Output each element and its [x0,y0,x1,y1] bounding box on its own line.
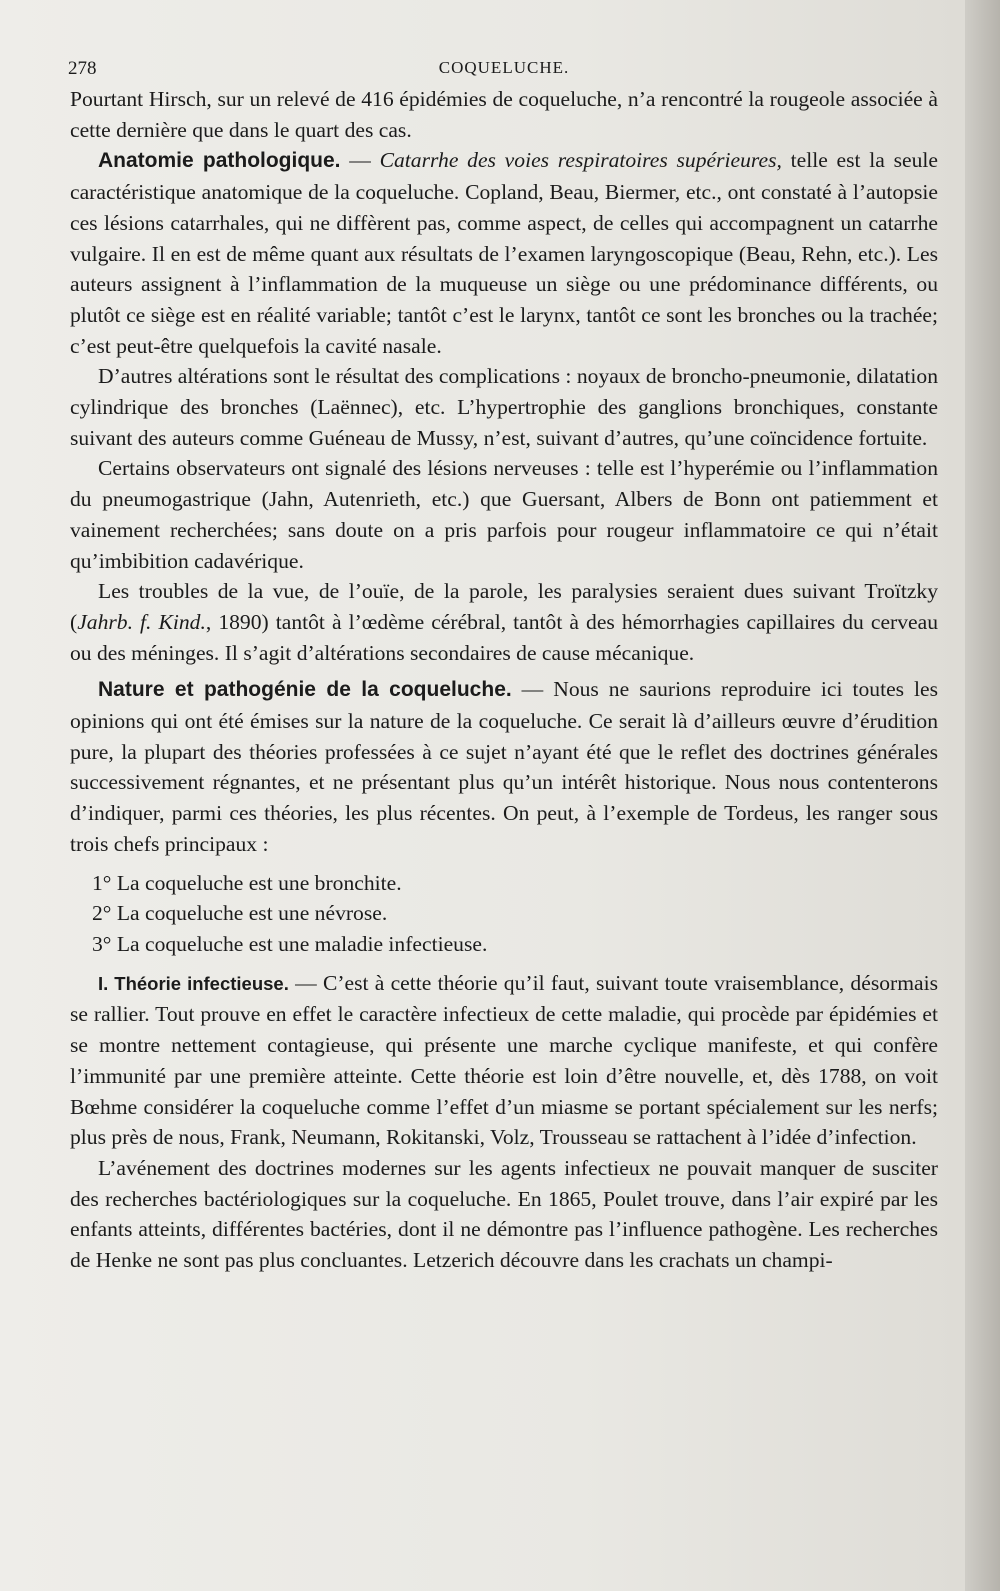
running-title: COQUELUCHE. [438,58,570,77]
nature-text: — Nous ne saurions reproduire ici toutes les opinions qui ont été émises sur la nature de la coqueluche. Ce serait là d’ailleurs œuvre d’érudition pure, la plupart des théories professées à ce sujet n’ayant été que le reflet des doctrines générales successivement régnantes, et ne présentant plus qu’un intérêt historique. Nous nous contenterons d’indiquer, parmi ces théories, les plus récentes. On peut, à l’exemple de Tordeus, les ranger sous trois chefs principaux : [70,677,938,856]
italic-phrase-catarrhe: Catarrhe des voies respiratoires supérieures, [379,148,782,173]
paragraph-theorie-infectieuse [70,968,938,1153]
page-edge [965,0,1000,1591]
page-content [70,54,938,1276]
list-item: 2° La coqueluche est une névrose. [92,901,388,926]
anatomie-text: telle est la seule caractéristique anatomique de la coqueluche. Copland, Beau, Biermer, etc., ont constaté à l’autopsie ces lésions catarrhales, qui ne diffèrent pas, comme aspect, de celles qui accompagnent un catarrhe vulgaire. Il en est de même quant aux résultats de l’examen laryngoscopique (Beau, Rehn, etc.). Les auteurs assignent à l’inflammation de la muqueuse un siège ou une prédominance différents, ou plutôt ce siège est en réalité variable; tantôt c’est le larynx, tantôt ce sont les bronches ou la trachée; c’est peut-être quelquefois la cavité nasale. [70,148,938,358]
theorie-text: — C’est à cette théorie qu’il faut, suivant toute vraisemblance, désormais se rallier. Tout prouve en effet le caractère infectieux de cette maladie, qui procède par épidémies et se montre nettement contagieuse, qui présente une marche cyclique manifeste, et qui confère l’immunité par une première atteinte. Cette théorie est loin d’être nouvelle, et, dès 1788, on voit Bœhme considérer la coqueluche comme l’effet d’un miasme se portant spécialement sur les nerfs; plus près de nous, Frank, Neumann, Rokitanski, Volz, Trousseau se rattachent à l’idée d’infection. [70,970,938,1150]
section-heading-anatomie: Anatomie pathologique. [98,149,341,173]
page-number: 278 [68,58,97,79]
page-header [70,54,938,84]
theories-list [70,868,938,960]
paragraph-avenement: L’avénement des doctrines modernes sur les agents infectieux ne pouvait manquer de susciter des recherches bactériologiques sur la coqueluche. En 1865, Poulet trouve, dans l’air expiré par les enfants atteints, différentes bactéries, dont il ne démontre pas l’influence pathogène. Les recherches de Henke ne sont pas plus concluantes. Letzerich découvre dans les crachats un champi- [70,1155,938,1273]
citation-jahrb: Jahrb. f. Kind. [77,609,206,634]
paragraph-hirsch: Pourtant Hirsch, sur un relevé de 416 épidémies de coqueluche, n’a rencontré la rougeole associée à cette dernière que dans le quart des cas. [70,87,938,142]
heading-dash: — [340,148,380,173]
paragraph-troubles [70,576,938,668]
troubles-text-a: Les troubles de la vue, de l’ouïe, de la parole, les paralysies seraient dues suivant Troïtzky ( [70,579,938,634]
paragraph-nature [70,674,938,859]
paragraph-anatomie [70,145,938,361]
paragraph-alterations: D’autres altérations sont le résultat des complications : noyaux de broncho-pneumonie, dilatation cylindrique des bronches (Laënnec), etc. L’hypertrophie des ganglions bronchiques, constante suivant des auteurs comme Guéneau de Mussy, n’est, suivant d’autres, qu’une coïncidence fortuite. [70,364,938,450]
list-item: 3° La coqueluche est une maladie infectieuse. [92,931,488,956]
paragraph-lesions-nerveuses: Certains observateurs ont signalé des lésions nerveuses : telle est l’hyperémie ou l’inflammation du pneumogastrique (Jahn, Autenrieth, etc.) que Guersant, Albers de Bonn ont patiemment et vainement recherchées; sans doute on a pris parfois pour rougeur inflammatoire ce qui n’était qu’imbibition cadavérique. [70,456,938,573]
troubles-text-b: , 1890) tantôt à l’œdème cérébral, tantôt à des hémorrhagies capillaires du cerveau ou des méninges. Il s’agit d’altérations secondaires de cause mécanique. [70,609,938,665]
list-item: 1° La coqueluche est une bronchite. [92,870,402,895]
section-heading-nature: Nature et pathogénie de la coqueluche. [98,678,512,702]
subsection-heading-theorie: I. Théorie infectieuse. [98,972,289,994]
